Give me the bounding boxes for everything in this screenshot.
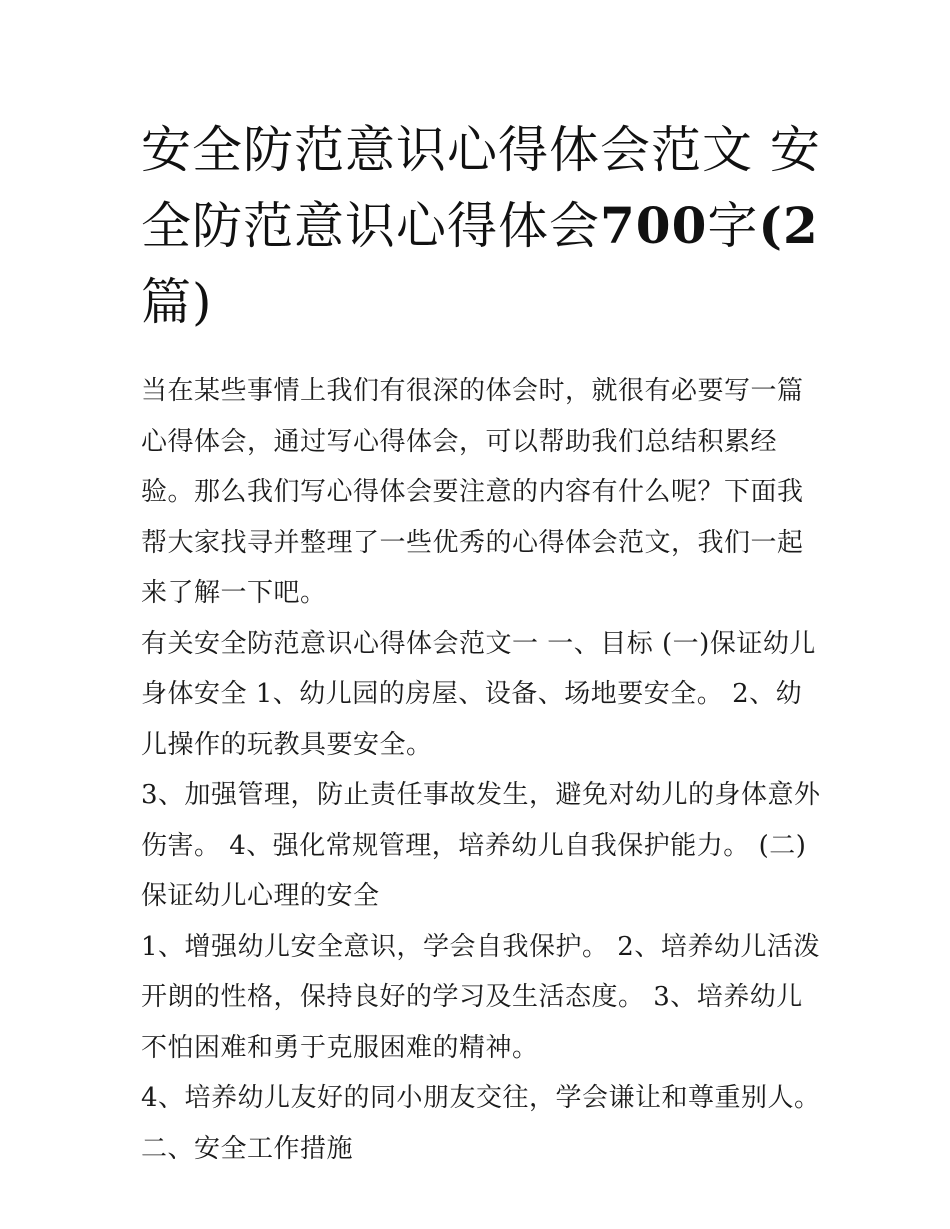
title-unit: 字 <box>707 197 759 255</box>
section-heading-measures: 二、安全工作措施 <box>141 1133 354 1164</box>
paragraph-psychological-safety: 1、增强幼儿安全意识，学会自我保护。 2、培养幼儿活泼开朗的性格，保持良好的学习及生活态度。 3、培养幼儿不怕困难和勇于克服困难的精神。 <box>141 931 820 1063</box>
document-page <box>141 112 821 1174</box>
title-number: 700 <box>600 196 708 255</box>
paragraph-intro: 当在某些事情上我们有很深的体会时，就很有必要写一篇心得体会，通过写心得体会，可以帮助我们总结积累经验。那么我们写心得体会要注意的内容有什么呢？下面我帮大家找寻并整理了一些优秀的心得体会范文，我们一起来了解一下吧。 <box>141 376 804 608</box>
paragraph-social-skills: 4、培养幼儿友好的同小朋友交往，学会谦让和尊重别人。 <box>141 1083 821 1113</box>
title-text-main: 安全防范意识心得体会范文 安全防范意识心得体会 <box>141 121 821 255</box>
title-count-open: (2 <box>758 196 819 255</box>
document-title <box>141 112 821 340</box>
paragraph-goal-body-safety: 有关安全防范意识心得体会范文一 一、目标 (一)保证幼儿身体安全 1、幼儿园的房屋、设备、场地要安全。 2、幼儿操作的玩教具要安全。 <box>141 628 816 760</box>
document-body <box>141 366 821 1174</box>
paragraph-management: 3、加强管理，防止责任事故发生，避免对幼儿的身体意外伤害。 4、强化常规管理，培养幼儿自我保护能力。 (二)保证幼儿心理的安全 <box>141 780 821 911</box>
title-count-close: 篇) <box>141 273 213 331</box>
